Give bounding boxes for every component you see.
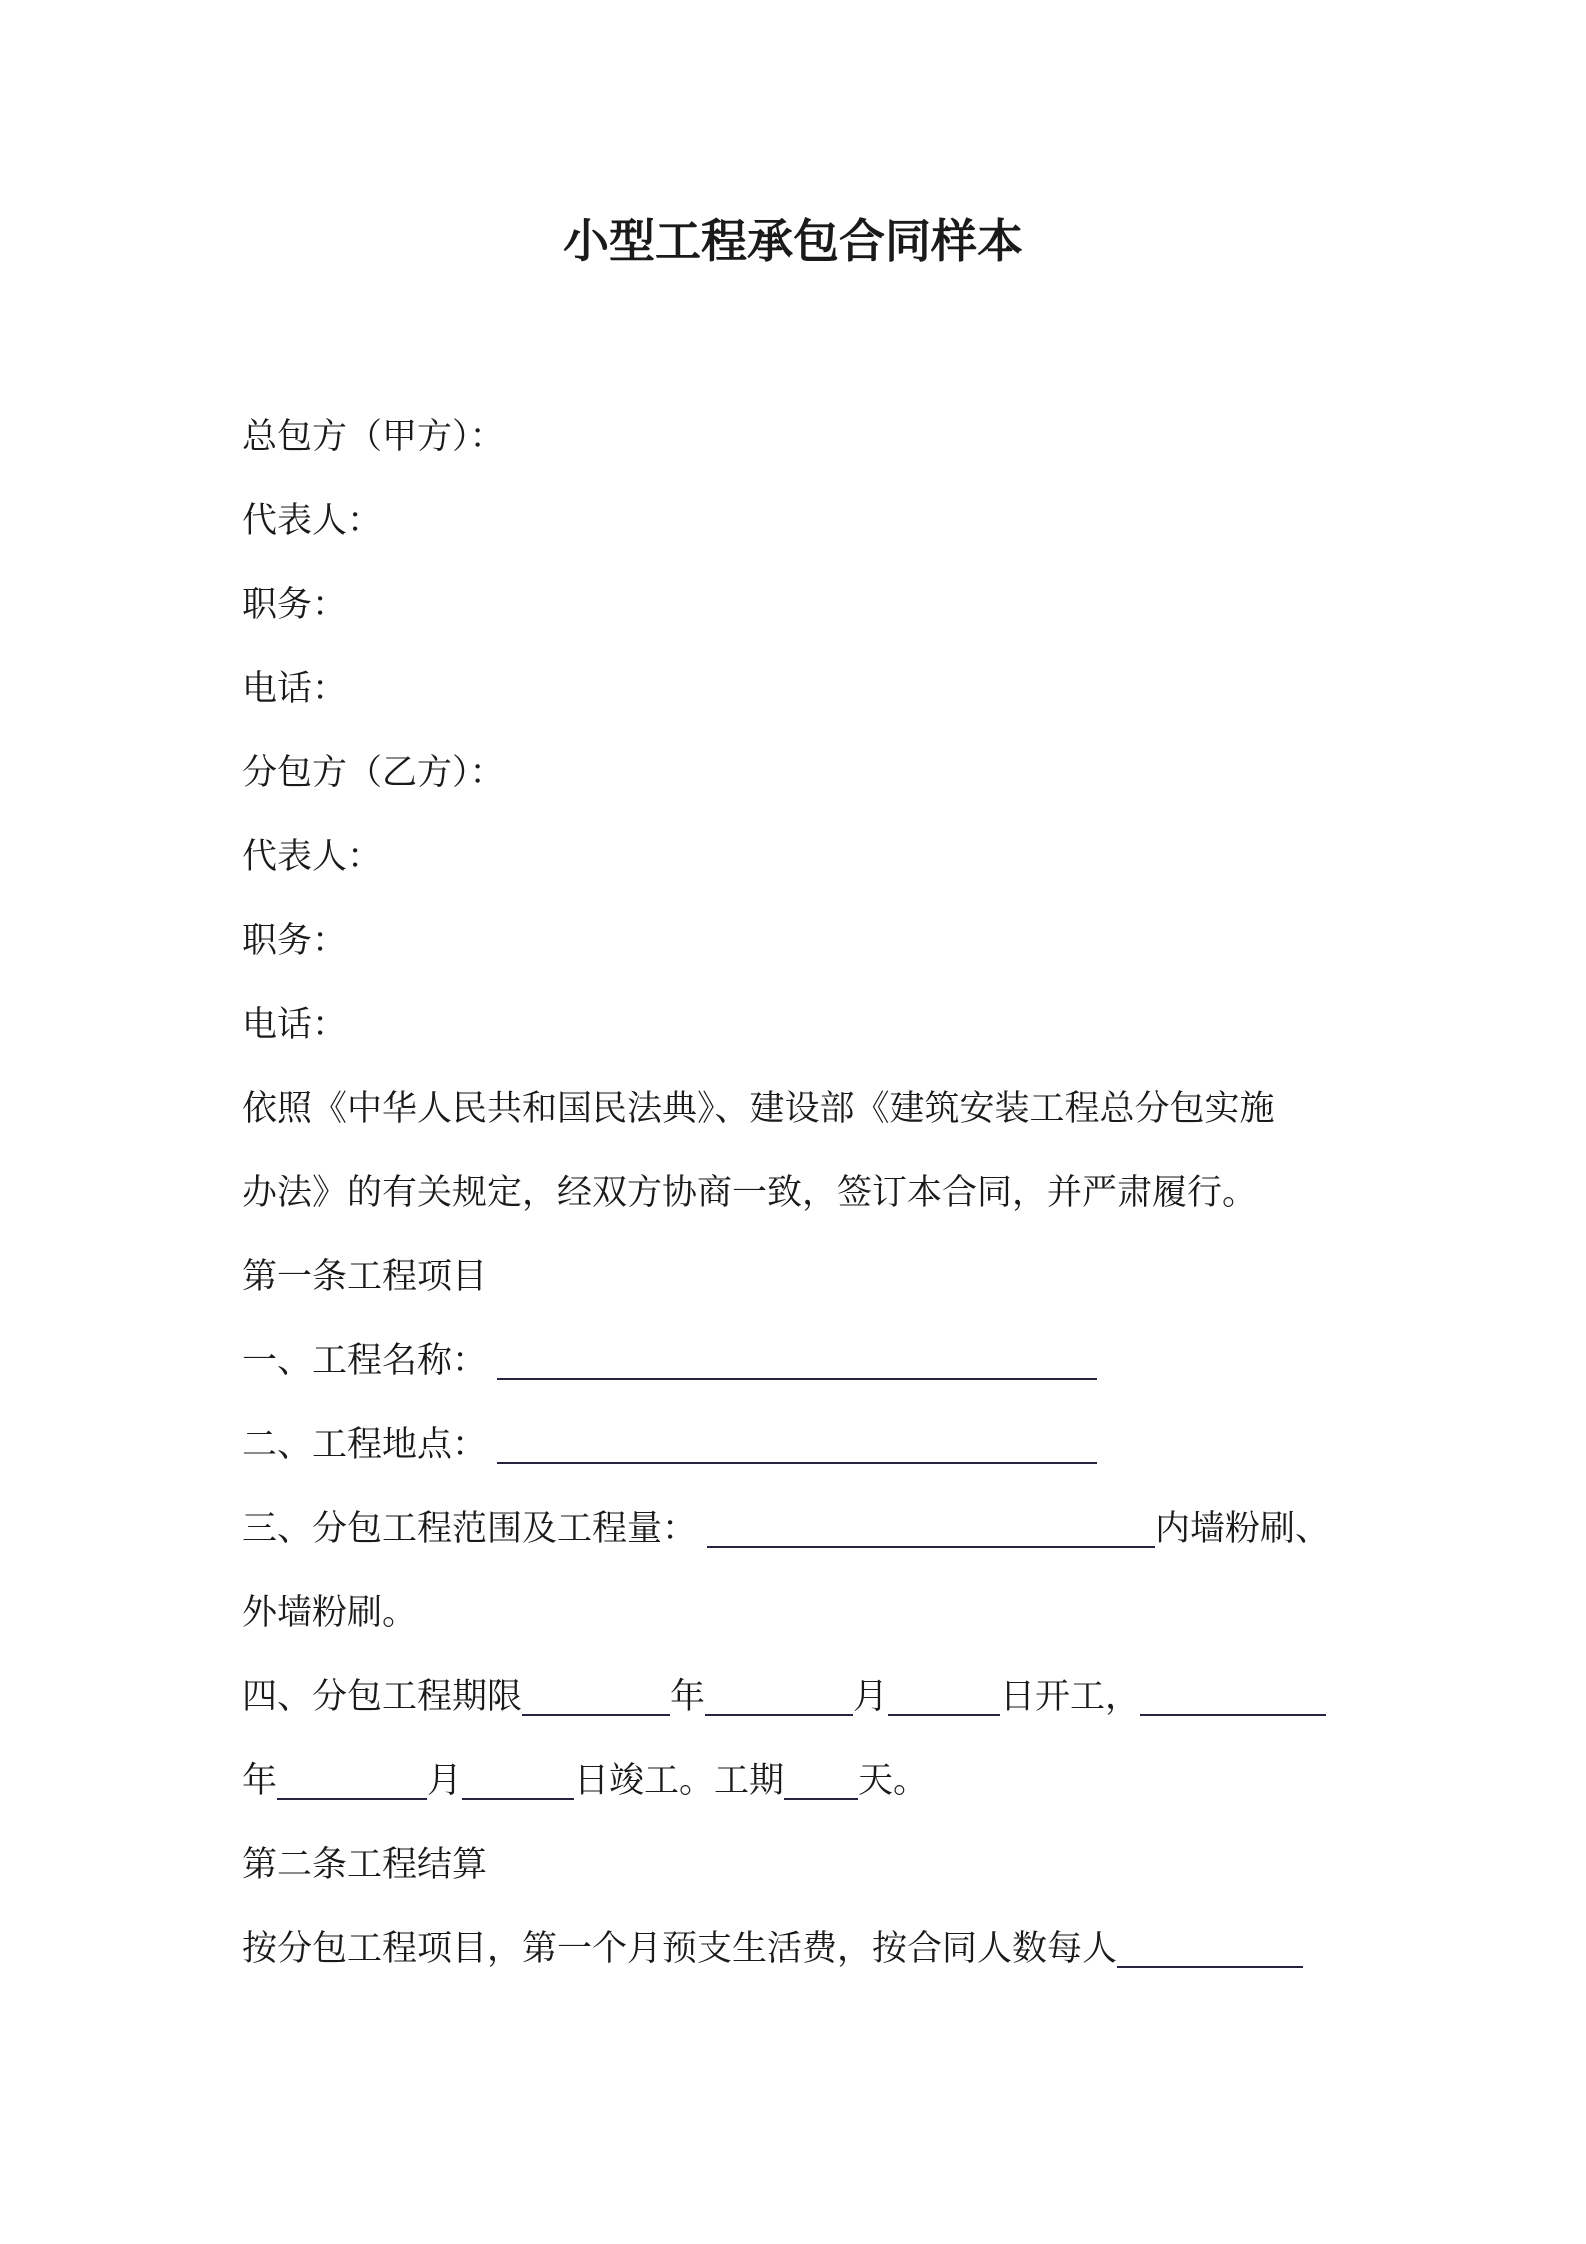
party-b-label: 分包方（乙方）： xyxy=(242,753,505,793)
start-day-blank[interactable] xyxy=(888,1674,1000,1716)
start-day-label: 日开工， xyxy=(1000,1677,1141,1717)
start-month-label: 月 xyxy=(853,1677,889,1717)
party-a-rep: 代表人： xyxy=(242,501,383,541)
end-year-label: 年 xyxy=(242,1761,278,1801)
project-name-label: 一、工程名称： xyxy=(242,1341,488,1381)
preamble-line-1: 依照《中华人民共和国民法典》、建设部《建筑安装工程总分包实施 xyxy=(242,1089,1275,1129)
project-location-row xyxy=(242,1420,1097,1470)
start-year-label: 年 xyxy=(670,1677,706,1717)
party-a-phone: 电话： xyxy=(242,669,348,709)
period-row-2 xyxy=(242,1756,928,1806)
living-expense-blank[interactable] xyxy=(1117,1926,1303,1968)
period-row-1 xyxy=(242,1672,1326,1722)
preamble-line-2: 办法》的有关规定，经双方协商一致，签订本合同，并严肃履行。 xyxy=(242,1173,1258,1213)
duration-label: 天。 xyxy=(858,1761,929,1801)
start-month-blank[interactable] xyxy=(705,1674,853,1716)
project-name-blank[interactable] xyxy=(497,1338,1097,1380)
scope-continuation: 外墙粉刷。 xyxy=(242,1593,418,1633)
end-year-blank-trailing[interactable] xyxy=(1140,1674,1326,1716)
end-month-blank[interactable] xyxy=(277,1758,427,1800)
project-location-label: 二、工程地点： xyxy=(242,1425,488,1465)
party-b-rep: 代表人： xyxy=(242,837,383,877)
party-b-phone: 电话： xyxy=(242,1005,348,1045)
project-location-blank[interactable] xyxy=(497,1422,1097,1464)
scope-label: 三、分包工程范围及工程量： xyxy=(242,1509,698,1549)
scope-suffix: 内墙粉刷、 xyxy=(1155,1509,1331,1549)
scope-row xyxy=(242,1504,1330,1554)
end-day-blank[interactable] xyxy=(462,1758,574,1800)
party-a-label: 总包方（甲方）： xyxy=(242,417,505,457)
party-b-position: 职务： xyxy=(242,921,348,961)
article-1-heading: 第一条工程项目 xyxy=(242,1257,488,1297)
scope-blank[interactable] xyxy=(707,1506,1155,1548)
end-month-label: 月 xyxy=(427,1761,463,1801)
settlement-row xyxy=(242,1924,1303,1974)
article-2-heading: 第二条工程结算 xyxy=(242,1845,488,1885)
duration-blank[interactable] xyxy=(784,1758,858,1800)
period-prefix: 四、分包工程期限 xyxy=(242,1677,523,1717)
start-year-blank[interactable] xyxy=(522,1674,670,1716)
project-name-row xyxy=(242,1336,1097,1386)
document-title: 小型工程承包合同样本 xyxy=(563,214,1023,268)
settlement-text: 按分包工程项目，第一个月预支生活费，按合同人数每人 xyxy=(242,1929,1118,1969)
end-day-label: 日竣工。工期 xyxy=(574,1761,785,1801)
party-a-position: 职务： xyxy=(242,585,348,625)
